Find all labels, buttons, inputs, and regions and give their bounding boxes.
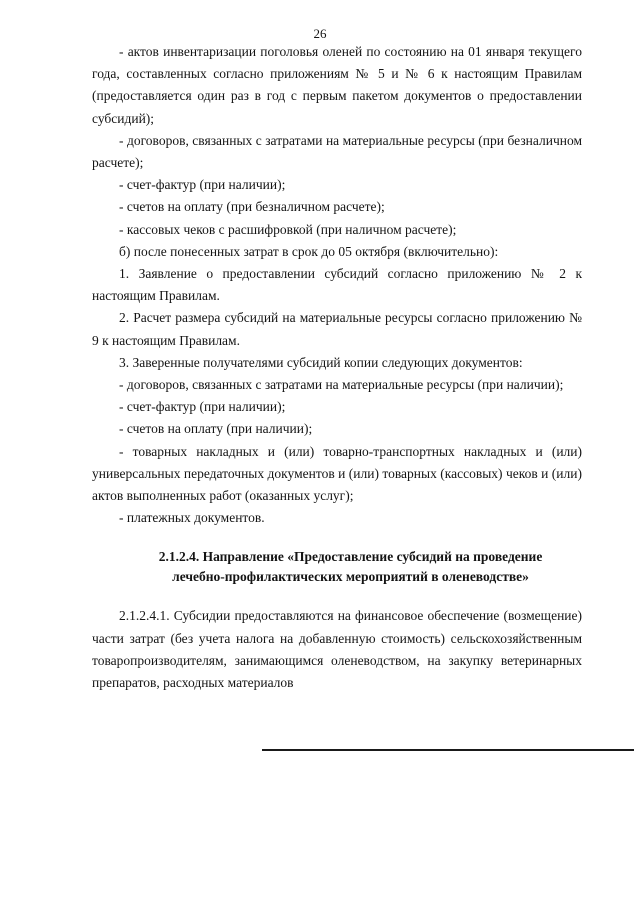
- paragraph: - договоров, связанных с затратами на материальные ресурсы (при наличии);: [119, 377, 564, 393]
- section-heading-line: 2.1.2.4. Направление «Предоставление субсидий на проведение: [158, 549, 543, 565]
- paragraph: - счет-фактур (при наличии);: [119, 399, 286, 415]
- section-heading: [92, 547, 582, 587]
- document-body: [92, 41, 582, 694]
- paragraph: 2.1.2.4.1. Субсидии предоставляются на финансовое обеспечение (возмещение) части затрат (без учета налога на добавленную стоимость) сельскохозяйственным товаропроизводителям, занимающимся оленеводством, на закупку ветеринарных препаратов, расходных материалов: [92, 608, 582, 691]
- paragraph: - кассовых чеков с расшифровкой (при наличном расчете);: [119, 221, 457, 237]
- paragraph: - счет-фактур (при наличии);: [119, 177, 286, 193]
- section-heading-line: лечебно-профилактических мероприятий в оленеводстве»: [172, 569, 529, 585]
- paragraph: б) после понесенных затрат в срок до 05 октября (включительно):: [119, 243, 499, 259]
- page-number: 26: [313, 26, 327, 41]
- paragraph: 3. Заверенные получателями субсидий копии следующих документов:: [119, 354, 523, 370]
- paragraph: - товарных накладных и (или) товарно-транспортных накладных и (или) универсальных передаточных документов и (или) товарных (кассовых) чеков и (или) актов выполненных работ (оказанных услуг);: [92, 443, 582, 504]
- paragraph: - актов инвентаризации поголовья оленей по состоянию на 01 января текущего года, составленных согласно приложениям № 5 и № 6 к настоящим Правилам (предоставляется один раз в год с первым пакетом документов о предоставлении субсидий);: [92, 44, 582, 126]
- paragraph: 2. Расчет размера субсидий на материальные ресурсы согласно приложению № 9 к настоящим Правилам.: [92, 310, 582, 348]
- paragraph: - договоров, связанных с затратами на материальные ресурсы (при безналичном расчете);: [92, 132, 582, 171]
- footer-rule: [262, 749, 634, 751]
- paragraph: - счетов на оплату (при безналичном расчете);: [119, 199, 385, 215]
- paragraph: - счетов на оплату (при наличии);: [119, 421, 313, 437]
- paragraph: 1. Заявление о предоставлении субсидий согласно приложению № 2 к настоящим Правилам.: [92, 266, 582, 304]
- paragraph: - платежных документов.: [119, 510, 265, 526]
